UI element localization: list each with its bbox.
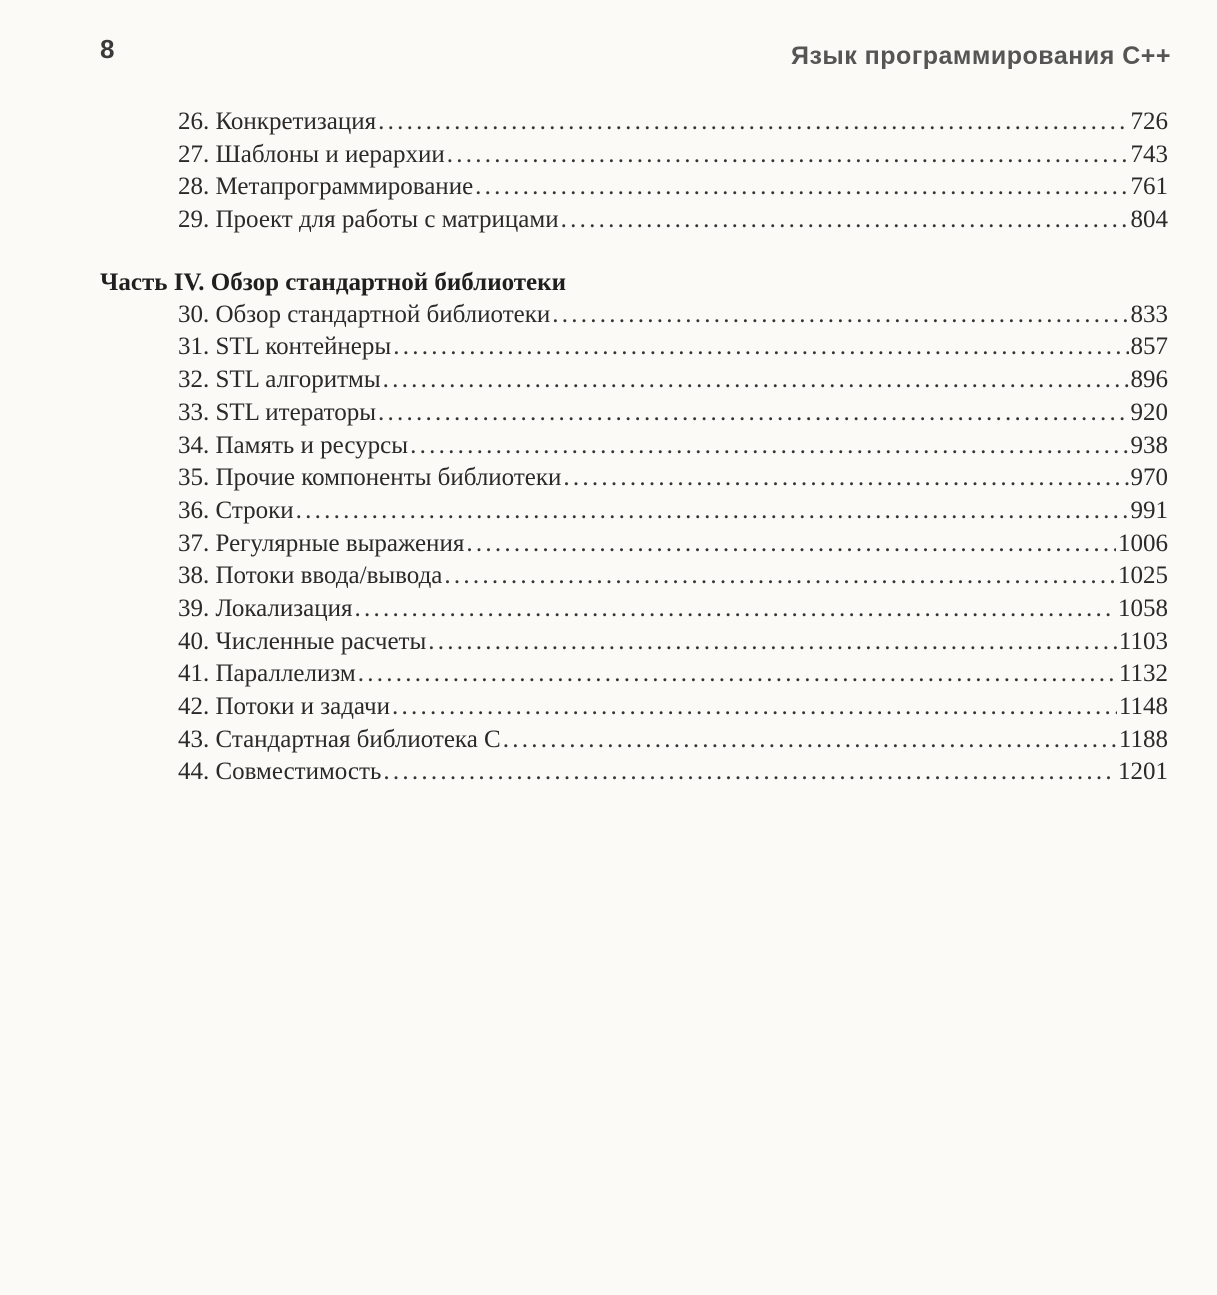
toc-entry-title: 30. Обзор стандартной библиотеки xyxy=(178,300,551,328)
toc-entry-page: 1103 xyxy=(1118,627,1168,655)
toc-entry-title: 33. STL итераторы xyxy=(178,398,377,426)
toc-entry-page: 857 xyxy=(1130,333,1168,361)
toc-entry xyxy=(100,756,1168,789)
toc-entry-page: 896 xyxy=(1130,366,1168,394)
toc-entry xyxy=(100,364,1168,397)
dot-leader xyxy=(503,724,1117,757)
toc-entry-page: 1132 xyxy=(1118,660,1168,688)
dot-leader xyxy=(410,430,1128,463)
toc-entry-title: 27. Шаблоны и иерархии xyxy=(178,140,445,168)
toc-entry-page: 1058 xyxy=(1118,594,1168,622)
dot-leader xyxy=(447,139,1129,172)
toc-entry xyxy=(100,106,1168,139)
toc-entry xyxy=(100,299,1168,332)
dot-leader xyxy=(475,171,1128,204)
toc-entry-title: 41. Параллелизм xyxy=(178,660,356,688)
toc-entry-page: 1006 xyxy=(1118,529,1168,557)
toc-entry xyxy=(100,171,1168,204)
toc-entry xyxy=(100,593,1168,626)
toc-entry-page: 1201 xyxy=(1118,758,1168,786)
toc-entry-page: 991 xyxy=(1130,496,1168,524)
dot-leader xyxy=(383,364,1129,397)
toc-entry xyxy=(100,204,1168,237)
toc-entry xyxy=(100,626,1168,659)
dot-leader xyxy=(561,204,1129,237)
dot-leader xyxy=(358,658,1117,691)
dot-leader xyxy=(563,462,1128,495)
toc-entry-page: 920 xyxy=(1130,398,1168,426)
dot-leader xyxy=(444,560,1116,593)
dot-leader xyxy=(383,756,1116,789)
dot-leader xyxy=(393,331,1128,364)
dot-leader xyxy=(378,106,1128,139)
toc-entry xyxy=(100,658,1168,691)
toc-entry-page: 970 xyxy=(1130,464,1168,492)
toc-entry xyxy=(100,528,1168,561)
toc-entry-page: 1025 xyxy=(1118,562,1168,590)
toc-entry-title: 44. Совместимость xyxy=(178,758,382,786)
toc-entry-page: 761 xyxy=(1130,173,1168,201)
toc-entry-title: 32. STL алгоритмы xyxy=(178,366,381,394)
toc-entry-page: 804 xyxy=(1130,206,1168,234)
dot-leader xyxy=(355,593,1117,626)
toc-entry-page: 726 xyxy=(1130,108,1168,135)
dot-leader xyxy=(392,691,1117,724)
page-number: 8 xyxy=(100,34,115,64)
toc-entry-title: 43. Стандартная библиотека С xyxy=(178,725,501,753)
toc-entry-title: 36. Строки xyxy=(178,496,294,524)
toc-entry-title: 29. Проект для работы с матрицами xyxy=(178,206,559,234)
toc-entry xyxy=(100,724,1168,757)
section-spacer xyxy=(100,237,1168,267)
toc-entry-page: 1148 xyxy=(1118,693,1168,720)
toc-entry xyxy=(100,691,1168,724)
toc-entry-page: 938 xyxy=(1130,431,1168,459)
toc-entry xyxy=(100,397,1168,430)
toc-entry-title: 35. Прочие компоненты библиотеки xyxy=(178,464,562,492)
toc-entry-page: 743 xyxy=(1130,140,1168,168)
toc-entry-page: 833 xyxy=(1130,300,1168,328)
toc-entry-page: 1188 xyxy=(1118,725,1168,753)
dot-leader xyxy=(428,626,1117,659)
toc-entry-title: 26. Конкретизация xyxy=(178,108,377,135)
table-of-contents xyxy=(100,106,1168,789)
toc-entry-title: 38. Потоки ввода/вывода xyxy=(178,562,443,590)
toc-entry-title: 37. Регулярные выражения xyxy=(178,529,465,557)
toc-entry-title: 28. Метапрограммирование xyxy=(178,173,474,201)
toc-entry xyxy=(100,331,1168,364)
running-head: Язык программирования С++ xyxy=(790,42,1171,70)
dot-leader xyxy=(552,299,1128,332)
toc-entry xyxy=(100,560,1168,593)
toc-entry xyxy=(100,430,1168,463)
toc-entry-title: 39. Локализация xyxy=(178,594,353,622)
part-heading: Часть IV. Обзор стандартной библиотеки xyxy=(100,268,566,296)
toc-entry-title: 34. Память и ресурсы xyxy=(178,431,409,459)
dot-leader xyxy=(378,397,1128,430)
dot-leader xyxy=(466,528,1116,561)
toc-entry xyxy=(100,495,1168,528)
toc-entry-title: 42. Потоки и задачи xyxy=(178,693,390,720)
dot-leader xyxy=(296,495,1129,528)
toc-entry xyxy=(100,462,1168,495)
toc-entry xyxy=(100,139,1168,172)
toc-entry-title: 40. Численные расчеты xyxy=(178,627,427,655)
toc-entry-title: 31. STL контейнеры xyxy=(178,333,392,361)
